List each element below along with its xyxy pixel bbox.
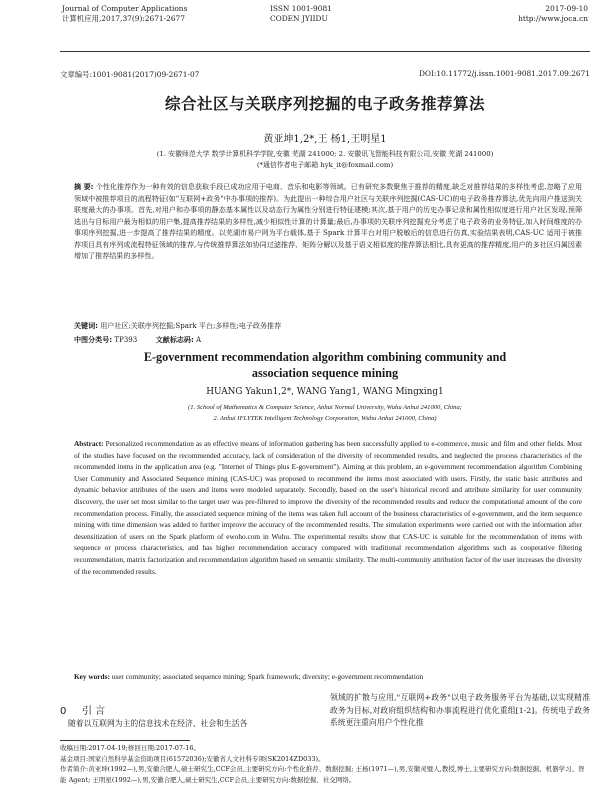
chinese-keywords-label: 关键词: <box>74 321 98 330</box>
corresponding-email: (*通信作者电子邮箱 hyk_it@foxmail.com) <box>256 161 394 169</box>
footnotes <box>60 743 590 786</box>
classification-line <box>74 335 582 345</box>
issue-date: 2017-09-10 <box>545 4 588 13</box>
chinese-title: 综合社区与关联序列挖掘的电子政务推荐算法 <box>164 95 485 113</box>
chinese-keywords <box>74 321 582 331</box>
english-title <box>60 349 590 381</box>
footnote-received-date: 收稿日期:2017-04-19;修回日期:2017-07-16。 <box>60 744 201 752</box>
doi[interactable]: DOI:10.11772/j.issn.1001-9081.2017.09.2671 <box>418 69 590 78</box>
chinese-affiliation: (1. 安徽师范大学 数学计算机科学学院,安徽 芜湖 241000; 2. 安徽讯飞智能科技有限公司,安徽 芜湖 241000) <box>156 150 494 158</box>
chinese-authors: 黄亚坤1,2*,王 杨1,王明星1 <box>263 134 387 145</box>
doc-code-label: 文献标志码: <box>155 335 194 344</box>
doc-code-value: A <box>196 335 202 344</box>
journal-url[interactable]: http://www.joca.cn <box>518 14 588 23</box>
footnote-funding: 基金项目:国家自然科学基金资助项目(61572036);安徽省人文社科专项(SK2014ZD033)。 <box>60 754 325 763</box>
chinese-keywords-text: 用户社区;关联序列挖掘;Spark 平台;多样性;电子政务推荐 <box>100 321 282 330</box>
journal-citation-cn: 计算机应用,2017,37(9):2671-2677 <box>62 14 185 23</box>
english-abstract-label: Abstract: <box>74 439 104 448</box>
english-authors: HUANG Yakun1,2*, WANG Yang1, WANG Mingxing1 <box>206 387 444 397</box>
running-header-right <box>508 4 588 24</box>
english-title-line-2: association sequence mining <box>251 366 399 380</box>
section-heading <box>60 702 105 717</box>
english-affiliation-1: (1. School of Mathematics & Computer Science, Anhui Normal University, Wuhu Anhui 241000, China; <box>188 404 462 411</box>
intro-text-left: 随着以互联网为主的信息技术在经济、社会和生活各 <box>68 719 248 728</box>
english-title-line-1: E-government recommendation algorithm combining community and <box>143 350 507 364</box>
issn: ISSN 1001-9081 <box>270 4 332 13</box>
journal-name-en: Journal of Computer Applications <box>62 4 188 13</box>
coden: CODEN JYIIDU <box>270 14 328 23</box>
footnote-divider <box>60 740 190 741</box>
english-abstract <box>74 438 582 577</box>
english-abstract-text: Personalized recommendation as an effective means of information gathering has been successfully applied to e-commerce, music and film and other fields. Most of the studies have focused on the recommended accuracy, lack of consideration of the diversity of recommended results, and neglected the process characteristics of the recommended items in the application area (e.g. "Internet of Things plus E-government"). Aiming at this problem, an e-government recommendation algorithm Combining User Community and Associated Sequence mining (CAS-UC) was proposed to recommend the items most associated with users. Firstly, the static basic attributes and dynamic behavior attributes of the users and items were modeled separately. Secondly, based on the user's historical record and attribute similarity for user community discovery, the user set most similar to the target user was pre-filtered to improve the diversity of the recommended results and reduce the computational amount of the core recommendation process. Finally, the associated sequence mining of the items was taken full account of the business characteristics of e-government, and the item sequence mining with time dimension was added to further improve the accuracy of the recommended results. The simulation experiments were carried out with the information after desensitization of users on the Spark platform of ewoho.com in Wuhu. The experimental results show that CAS-UC is suitable for the recommendation of items with sequence or process characteristics, and has higher recommendation accuracy compared with traditional recommendation algorithms such as cooperative filtering recommendation, matrix factorization and recommendation algorithm based on semantic similarity. The multi-community attribution factor of the user increases the diversity of the recommended results. <box>74 439 583 576</box>
intro-text-right: 领域的扩散与应用,"互联网+政务"以电子政务服务平台为基础,以实现精准政务为目标,对政府组织结构和办事流程进行优化重组[1-2]。传统电子政务系统更注重向用户个性化推 <box>330 693 590 727</box>
section-number: 0 <box>60 706 67 717</box>
clc-value: TP393 <box>114 335 138 344</box>
english-affiliation-2: 2. Anhui IFLYTEK Intelligent Technology Corporation, Wuhu Anhui 241000, China) <box>213 415 437 422</box>
article-id: 文章编号:1001-9081(2017)09-2671-07 <box>60 70 200 79</box>
running-header-center <box>270 4 332 24</box>
chinese-abstract-label: 摘 要: <box>74 182 94 191</box>
running-header-left <box>62 4 187 24</box>
section-title: 引 言 <box>82 706 106 717</box>
chinese-abstract-text: 个性化推荐作为一种有效的信息获取手段已成功应用于电商、音乐和电影等领域。已有研究多数聚焦于推荐的精度,缺乏对推荐结果的多样性考虑,忽略了应用领域中被推荐项目的流程特征(如"互联网+政务"中办事项的推荐)。为此提出一种综合用户社区与关联序列挖掘(CAS-UC)的电子政务推荐算法,优先向用户推送到关联度最大的办事项。首先,对用户和办事项的静态基本属性以及动态行为属性分别进行特征建模;其次,基于用户的历史办事记录和属性相似度进行用户社区发现,预筛选出与目标用户最为相似的用户集,提高推荐结果的多样性,减少相似性计算的计算量;最后,办事项的关联序列挖掘充分考虑了电子政务的业务特征,加入时间维度的办事项序列挖掘,进一步提高了推荐结果的精度。以芜湖市易户网为平台载体,基于 Spark 计算平台对用户脱敏后的信息进行仿真,实验结果表明,CAS-UC 适用于被推荐项目具有序列或流程特征领域的推荐,与传统推荐算法如协同过滤推荐、矩阵分解以及基于语义相似度的推荐算法相比,具有更高的推荐精度,用户的多社区归属因素增加了推荐结果的多样性。 <box>74 182 582 261</box>
english-keywords-text: user community; associated sequence mining; Spark framework; diversity; e-government recommendation <box>111 672 424 681</box>
footnote-author-bio: 作者简介:黄亚坤(1992—),男,安徽合肥人,硕士研究生,CCF会员,主要研究方向:个性化推荐、数据挖掘; 王杨(1971—),男,安徽灵璧人,教授,博士,主要研究方向:数据挖掘、机器学习、智能 Agent; 王明星(1992—),男,安徽合肥人,硕士研究生,CCF会员,主要研究方向:数据挖掘、社交网络。 <box>60 765 585 785</box>
english-keywords <box>74 672 582 681</box>
chinese-abstract <box>74 181 582 262</box>
english-keywords-label: Key words: <box>74 672 110 681</box>
header-divider <box>60 51 590 52</box>
clc-label: 中图分类号: <box>74 335 113 344</box>
